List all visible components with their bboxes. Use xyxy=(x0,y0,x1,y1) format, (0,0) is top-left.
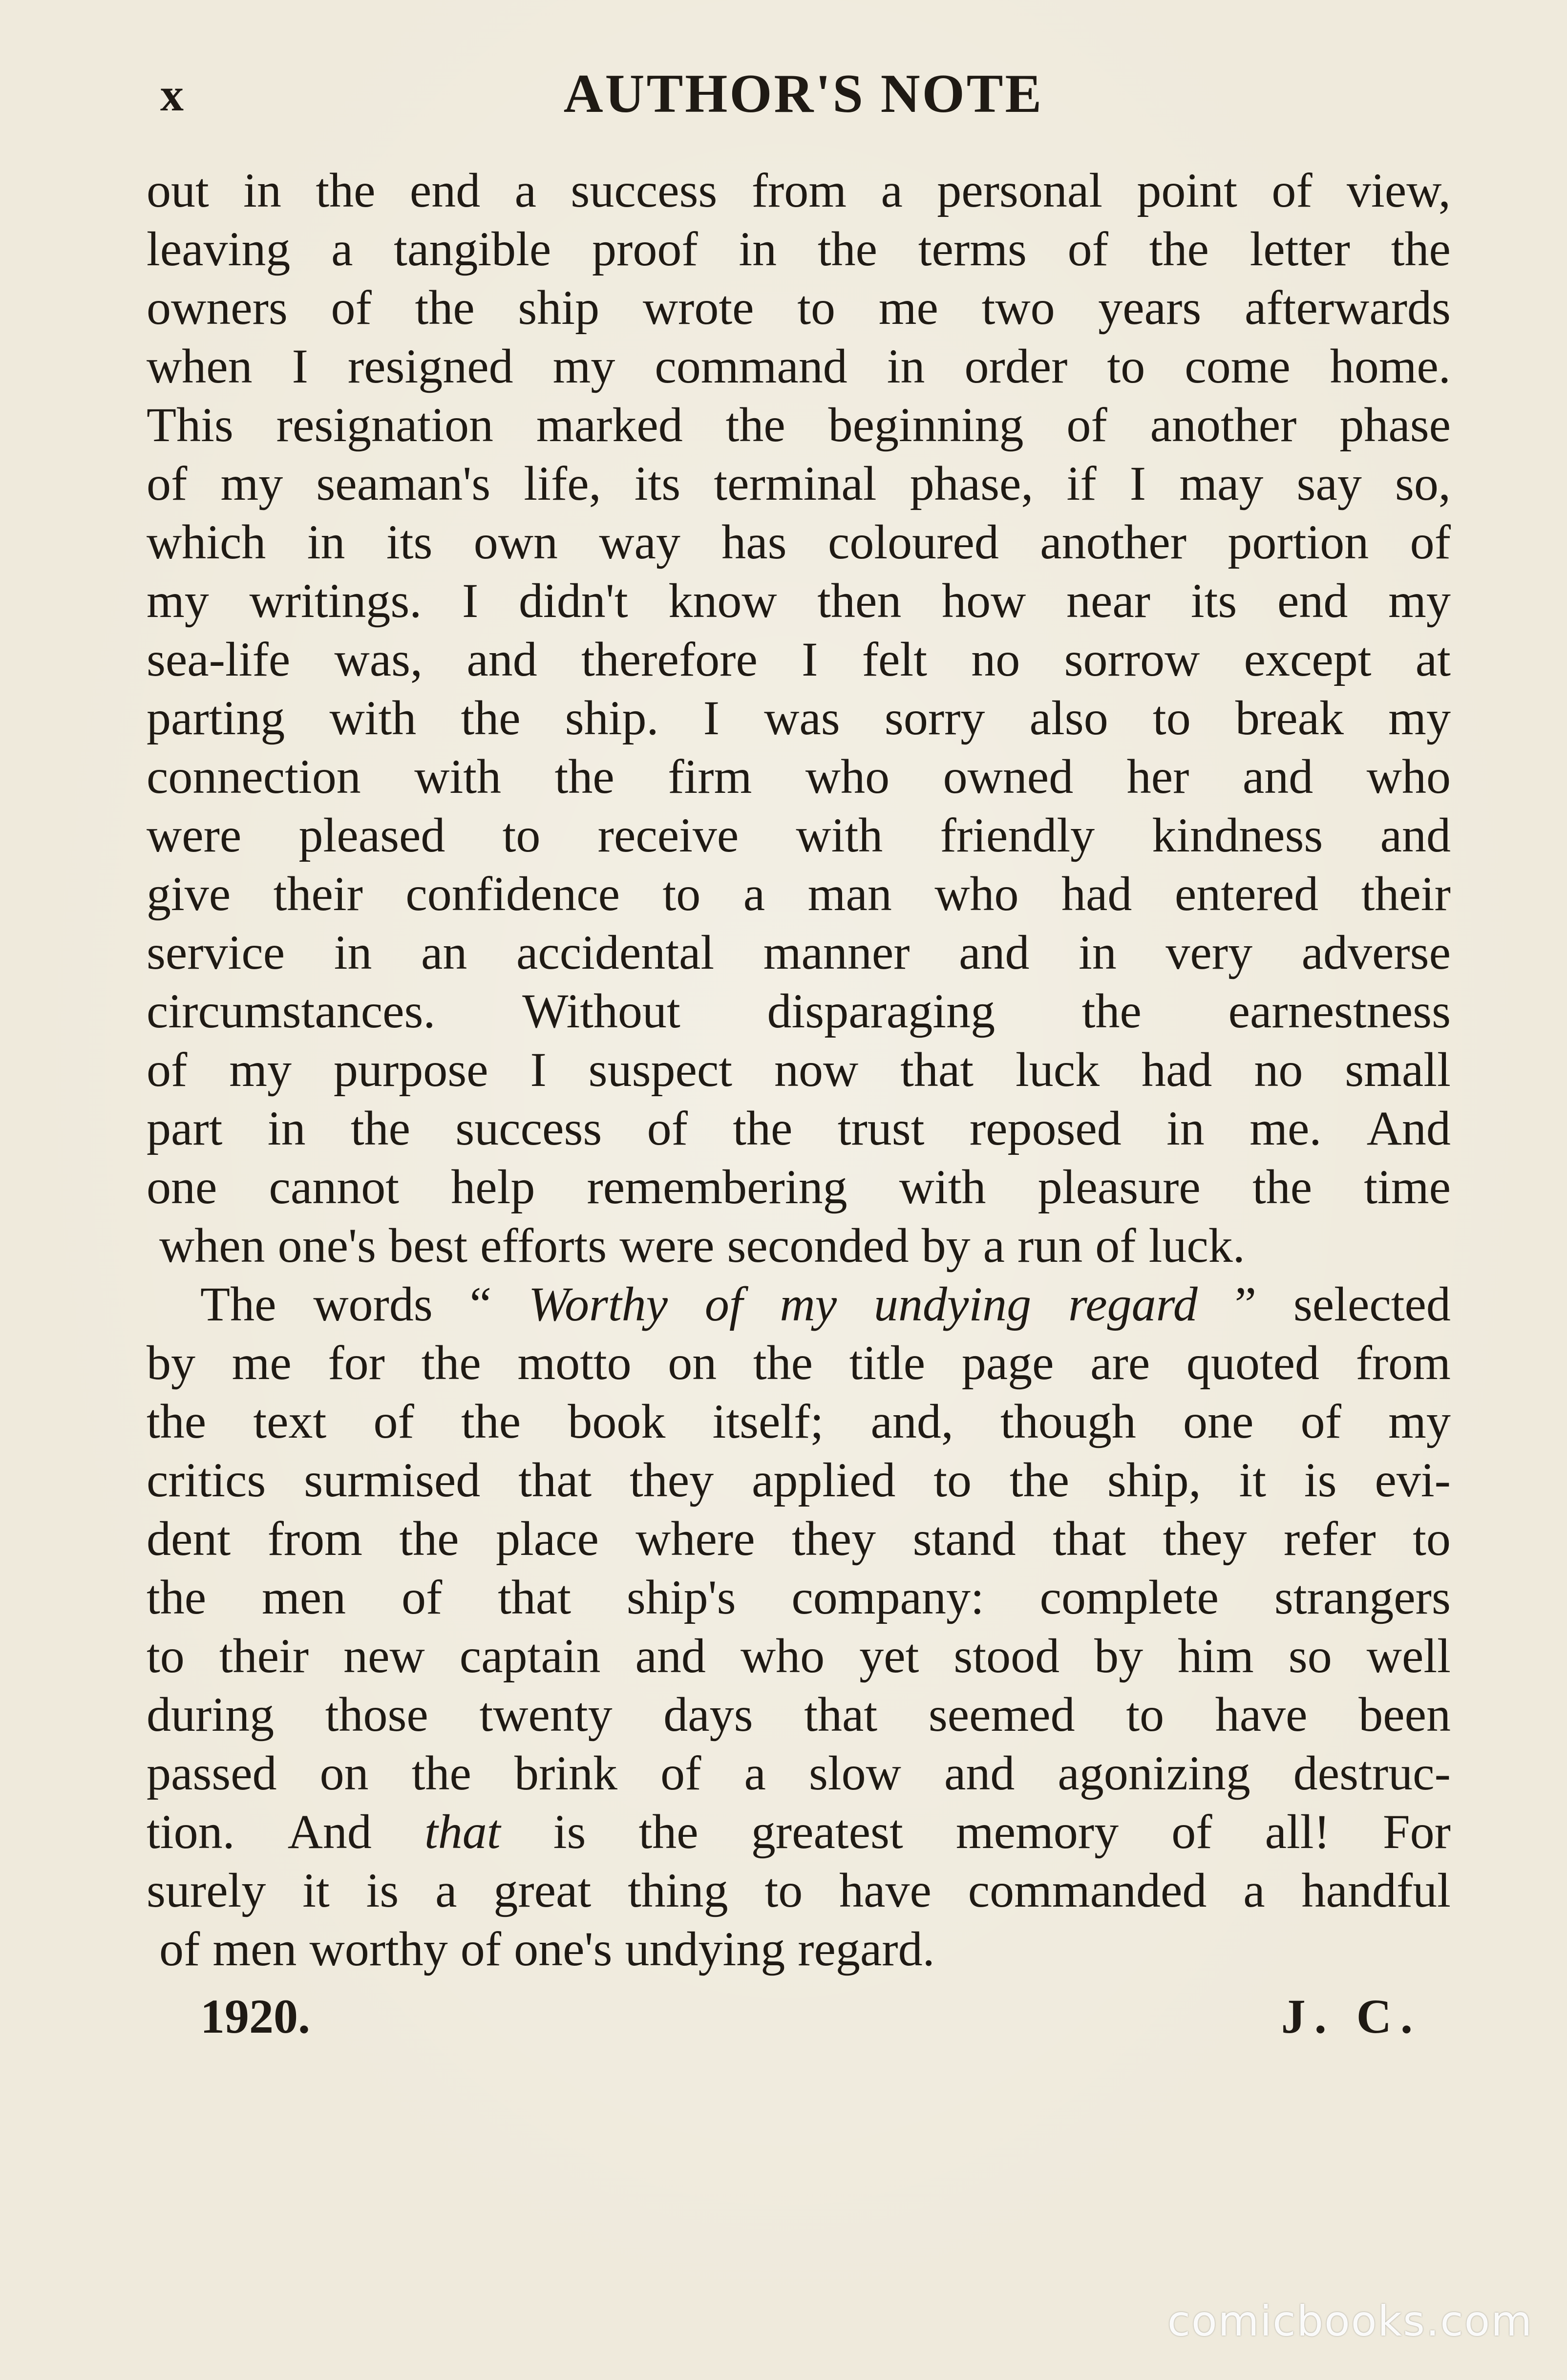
text-line: The words “ Worthy of my undying regard ” selected xyxy=(200,1277,1451,1331)
text-line: give their confidence to a man who had entered their xyxy=(147,867,1451,921)
text-line: one cannot help remembering with pleasure the time xyxy=(147,1160,1451,1214)
signature-initials: J. C. xyxy=(1281,1989,1421,2043)
text-line: circumstances. Without disparaging the earnestness xyxy=(147,984,1451,1038)
text-line: my writings. I didn't know then how near its end my xyxy=(147,574,1451,628)
text-line: out in the end a success from a personal point of view, xyxy=(147,163,1451,217)
text-line: were pleased to receive with friendly kindness and xyxy=(147,808,1451,862)
text-line: which in its own way has coloured another portion of xyxy=(147,515,1451,569)
text-line: parting with the ship. I was sorry also to break my xyxy=(147,691,1451,745)
text-line: during those twenty days that seemed to have been xyxy=(147,1687,1451,1742)
body-text xyxy=(147,161,1451,1978)
text-line: owners of the ship wrote to me two years afterwards xyxy=(147,280,1451,335)
text-line: This resignation marked the beginning of another phase xyxy=(147,398,1451,452)
text-line: leaving a tangible proof in the terms of the letter the xyxy=(147,222,1451,276)
signature-year: 1920. xyxy=(200,1989,310,2043)
text-line: connection with the firm who owned her and who xyxy=(147,749,1451,804)
watermark: comicbooks.com xyxy=(1167,2297,1533,2346)
text-line: part in the success of the trust reposed in me. And xyxy=(147,1101,1451,1155)
text-line: service in an accidental manner and in very adverse xyxy=(147,925,1451,979)
text-line: surely it is a great thing to have commanded a handful xyxy=(147,1863,1451,1917)
text-line: by me for the motto on the title page are quoted from xyxy=(147,1336,1451,1390)
text-line: dent from the place where they stand that they refer to xyxy=(147,1511,1451,1566)
text-line: the men of that ship's company: complete strangers xyxy=(147,1570,1451,1624)
text-line: when one's best efforts were seconded by a run of luck. xyxy=(159,1218,1245,1273)
text-line: to their new captain and who yet stood by him so well xyxy=(147,1629,1451,1683)
running-head xyxy=(147,58,1451,126)
text-line: when I resigned my command in order to come home. xyxy=(147,339,1451,393)
text-line: the text of the book itself; and, though one of my xyxy=(147,1394,1451,1448)
page-number: x xyxy=(160,68,185,121)
text-line: critics surmised that they applied to the ship, it is evi- xyxy=(147,1453,1451,1507)
text-line: tion. And that is the greatest memory of all! For xyxy=(147,1805,1451,1859)
text-line: of men worthy of one's undying regard. xyxy=(159,1922,935,1976)
signature-block xyxy=(147,1988,1451,2052)
text-line: passed on the brink of a slow and agonizing destruc- xyxy=(147,1746,1451,1800)
text-line: sea-life was, and therefore I felt no sorrow except at xyxy=(147,632,1451,686)
running-title: AUTHOR'S NOTE xyxy=(563,64,1044,124)
text-line: of my seaman's life, its terminal phase, if I may say so, xyxy=(147,456,1451,510)
text-line: of my purpose I suspect now that luck had no small xyxy=(147,1042,1451,1097)
